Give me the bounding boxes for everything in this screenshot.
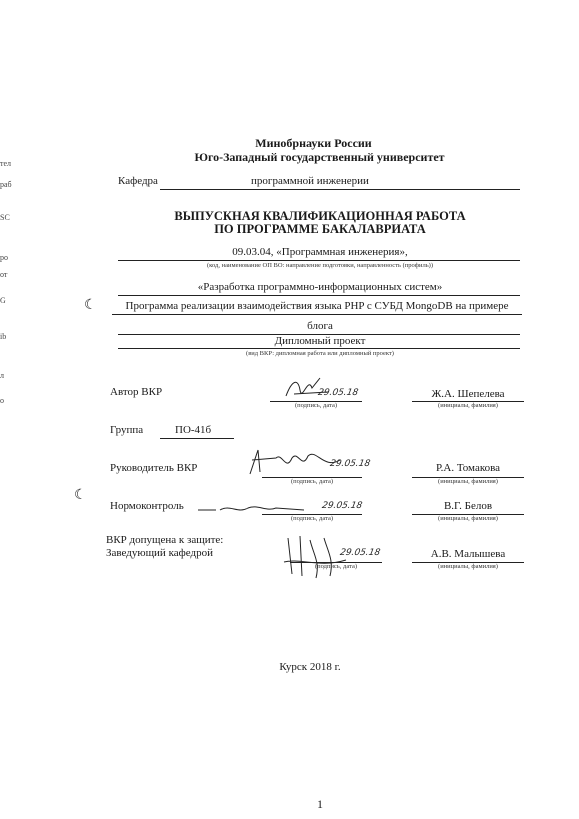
binding-hole-mark: ☾ [74, 488, 87, 503]
program-code: 09.03.04, «Программная инженерия», [232, 246, 408, 258]
supervisor-sign-caption: (подпись, дата) [290, 478, 334, 485]
group-value: ПО-41б [175, 424, 212, 436]
author-date: 29.05.18 [317, 388, 359, 398]
program-underline [118, 260, 520, 261]
head-name: А.В. Малышева [430, 548, 506, 560]
margin-fragment: ро [0, 253, 8, 262]
supervisor-name-caption: (инициалы, фамилия) [438, 478, 498, 485]
author-label: Автор ВКР [110, 386, 163, 398]
normcontrol-name-caption: (инициалы, фамилия) [438, 515, 498, 522]
supervisor-date: 29.05.18 [329, 459, 371, 469]
work-type-caption: (вид ВКР: дипломная работа или дипломный проект) [246, 350, 394, 357]
margin-fragment: G [0, 296, 6, 305]
author-sign-caption: (подпись, дата) [294, 402, 338, 409]
program-caption: (код, наименование ОП ВО: направление подготовки, направленность (профиль)) [207, 262, 433, 269]
admission-label: ВКР допущена к защите: [106, 534, 224, 546]
document-title-line2: ПО ПРОГРАММЕ БАКАЛАВРИАТА [214, 222, 426, 236]
document-title-line1: ВЫПУСКНАЯ КВАЛИФИКАЦИОННАЯ РАБОТА [174, 209, 466, 223]
margin-fragment: л [0, 371, 4, 380]
university-name: Юго-Западный государственный университет [194, 150, 445, 164]
supervisor-name: Р.А. Томакова [435, 462, 501, 474]
margin-fragment: тел [0, 159, 12, 168]
margin-fragment: о [0, 396, 4, 405]
ministry-name: Минобрнауки России [255, 136, 372, 150]
margin-fragment: SC [0, 213, 10, 222]
work-type: Дипломный проект [274, 335, 366, 347]
head-date: 29.05.18 [339, 548, 381, 558]
normcontrol-sign-caption: (подпись, дата) [290, 515, 334, 522]
work-type-underline [118, 348, 520, 349]
profile-underline [118, 295, 520, 296]
head-sign-caption: (подпись, дата) [314, 563, 358, 570]
topic-underline1 [112, 314, 522, 315]
margin-fragment: раб [0, 180, 12, 189]
head-of-department-label: Заведующий кафедрой [106, 547, 213, 559]
city-year: Курск 2018 г. [279, 661, 341, 673]
normcontrol-date: 29.05.18 [321, 501, 363, 511]
group-label: Группа [110, 424, 144, 436]
author-name: Ж.А. Шепелева [431, 388, 505, 400]
binding-hole-mark: ☾ [84, 298, 97, 313]
group-underline [160, 438, 234, 439]
topic-line1: Программа реализации взаимодействия языка PHP с СУБД MongoDB на примере [125, 300, 509, 312]
margin-fragment: от [0, 270, 8, 279]
author-name-caption: (инициалы, фамилия) [438, 402, 498, 409]
profile-name: «Разработка программно-информационных систем» [197, 281, 443, 293]
department-underline [160, 189, 520, 190]
department-label: Кафедра [118, 175, 158, 187]
normcontrol-label: Нормоконтроль [110, 500, 184, 512]
normcontrol-name: В.Г. Белов [443, 500, 493, 512]
head-name-caption: (инициалы, фамилия) [438, 563, 498, 570]
page-number: 1 [317, 797, 323, 811]
margin-fragment: ib [0, 332, 7, 341]
supervisor-label: Руководитель ВКР [110, 462, 198, 474]
topic-line2: блога [307, 320, 333, 332]
department-value: программной инженерии [251, 175, 369, 187]
